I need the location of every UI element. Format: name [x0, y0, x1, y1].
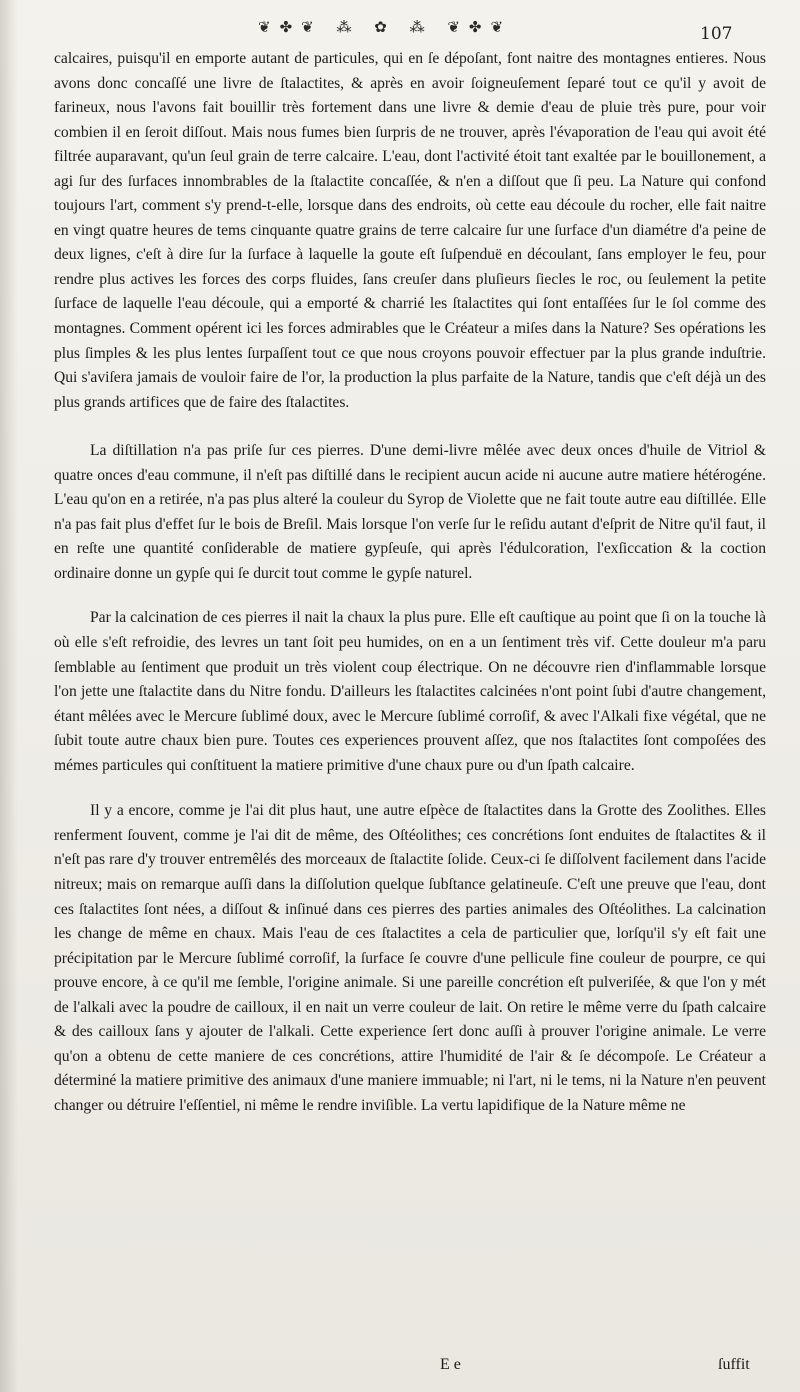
paragraph-zoolithes: Il y a encore, comme je l'ai dit plus haut, une autre eſpèce de ſtalactites dans la Grotte des Zoolithes. Elles renferment ſouvent, comme je l'ai dit de même, des Oſtéolithes; ces concrétions ſont enduites de ſtalactites & il n'eſt pas rare d'y trouver entremêlés des morceaux de ſtalactite ſolide. Ceux-ci ſe diſſolvent facilement dans l'acide nitreux; mais on remarque auſſi dans la diſſolution quelque ſubſtance gelatineuſe. C'eſt une preuve que l'eau, dont ces ſtalactites ſont nées, a diſſout & inſinué dans ces pierres des parties animales des Oſtéolithes. La calcination les change de même en chaux. Mais l'eau de ces ſtalactites a cela de particulier que, lorſqu'il s'y eſt fait une précipitation par le Mercure ſublimé corroſif, la ſurface ſe couvre d'une pellicule fine couleur de pourpre, ce qui prouve encore, à ce qu'il me ſemble, l'origine animale. Si une pareille concrétion eſt pulveriſée, & que l'on y mét de l'alkali avec la poudre de cailloux, il en nait un verre couleur de lait. On retire le même verre du ſpath calcaire & des cailloux ſans y ajouter de l'alkali. Cette experience ſert donc auſſi à prouver l'origine animale. Le verre qu'on a obtenu de cette maniere de ces concrétions, attire l'humidité de l'air & ſe décompoſe. Le Créateur a déterminé la matiere primitive des animaux d'une maniere immuable; ni l'art, ni le tems, ni la Nature n'en peuvent changer ou détruire l'eſſentiel, ni même le rendre inviſible. La vertu lapidifique de la Nature même ne	[54, 802, 766, 1114]
signature-mark: E e	[440, 1356, 461, 1373]
page-footer	[0, 1356, 800, 1382]
paragraph-continued: calcaires, puisqu'il en emporte autant de particules, qui en ſe dépoſant, font naitre des montagnes entieres. Nous avons donc concaſſé une livre de ſtalactites, & après en avoir ſoigneuſement ſeparé tout ce qu'il y avoit de farineux, nous l'avons fait bouillir très fortement dans une livre & demie d'eau de pluie très pure, pour voir combien il en ſeroit diſſout. Mais nous fumes bien ſurpris de ne trouver, après l'évaporation de l'eau qui avoit été filtrée auparavant, qu'un ſeul grain de terre calcaire. L'eau, dont l'activité étoit tant exaltée par le bouillonement, a agi ſur des ſurfaces innombrables de la ſtalactite concaſſée, & n'en a diſſout que ſi peu. La Nature qui confond toujours l'art, comment s'y prend-t-elle, lorsque dans des endroits, où cette eau découle du rocher, elle fait naitre en vingt quatre heures de tems cinquante quatre grains de terre calcaire ſur une ſurface d'un diamétre d'a peine de deux lignes, c'eſt à dire ſur la ſurface à laquelle la goute eſt ſuſpenduë en découlant, ſans employer le feu, pour rendre plus actives les forces des corps fluides, ſans creuſer dans pluſieurs ſiecles le roc, ou ſeulement la petite ſurface de laquelle l'eau découle, qui a emporté & charrié les ſtalactites qui ſont entaſſées ſur le ſol comme des montagnes. Comment opérent ici les forces admirables que le Créateur a miſes dans la Nature? Ses opérations les plus ſimples & les plus lentes ſurpaſſent tout ce que nous croyons pouvoir effectuer par la plus grande induſtrie. Qui s'aviſera jamais de vouloir faire de l'or, la production la plus parfaite de la Nature, tandis que c'eſt déjà un des plus grands artifices que de faire des ſtalactites.	[54, 50, 766, 411]
catchword: ſuffit	[718, 1356, 750, 1373]
page-header	[0, 14, 800, 44]
body-text	[54, 47, 766, 1118]
paragraph-calcination: Par la calcination de ces pierres il nait la chaux la plus pure. Elle eſt cauſtique au point que ſi on la touche là où elle s'eſt refroidie, des levres un tant ſoit peu humides, on en a un ſentiment très vif. Cette douleur m'a paru ſemblable au ſentiment que produit un très violent coup électrique. On ne découvre rien d'inflammable lorsque l'on jette une ſtalactite dans du Nitre fondu. D'ailleurs les ſtalactites calcinées n'ont point ſubi d'autre changement, étant mêlées avec le Mercure ſublimé doux, avec le Mercure ſublimé corroſif, & avec l'Alkali fixe végétal, que ne ſubit toute autre chaux bien pure. Toutes ces experiences prouvent aſſez, que nos ſtalactites ſont compoſées des mémes particules qui conſtituent la matiere primitive d'une chaux pure ou d'un ſpath calcaire.	[54, 609, 766, 774]
header-ornament: ❦✤❦ ⁂ ✿ ⁂ ❦✤❦	[258, 18, 513, 36]
paragraph-distillation: La diſtillation n'a pas priſe ſur ces pierres. D'une demi-livre mêlée avec deux onces d'huile de Vitriol & quatre onces d'eau commune, il n'eſt pas diſtillé dans le recipient aucun acide ni aucune autre matiere hétérogéne. L'eau qu'on en a retirée, n'a pas plus alteré la couleur du Syrop de Violette que ne fait toute autre eau diſtillée. Elle n'a pas fait plus d'effet ſur le bois de Breſil. Mais lorsque l'on verſe ſur le reſidu autant d'eſprit de Nitre qu'il faut, il en reſte une quantité conſiderable de matiere gypſeuſe, qui après l'édulcoration, l'exſiccation & la coction ordinaire donne un gypſe qui ſe durcit tout comme le gypſe naturel.	[54, 442, 766, 582]
page-number: 107	[700, 24, 733, 44]
